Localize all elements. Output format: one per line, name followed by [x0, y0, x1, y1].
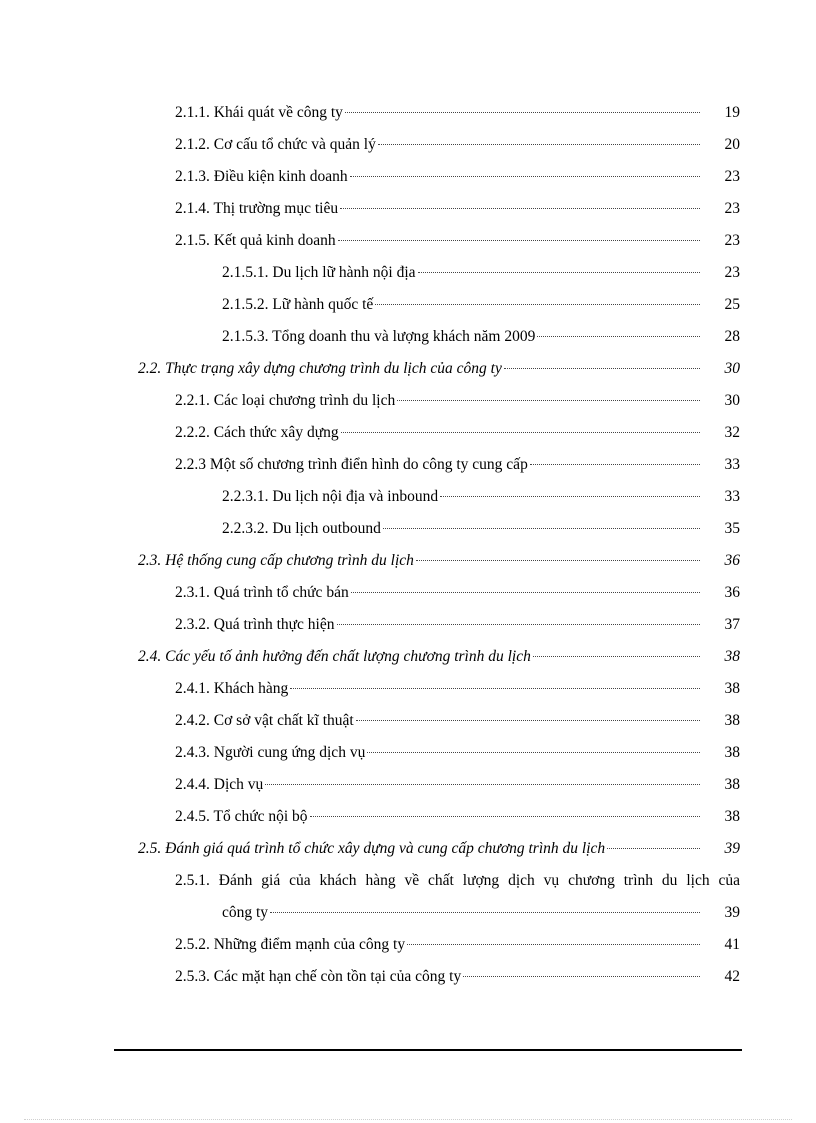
toc-entry[interactable] [0, 865, 816, 897]
table-of-contents [0, 97, 816, 993]
dot-leader [378, 143, 700, 145]
toc-entry-title: 2.2. Thực trạng xây dựng chương trình du lịch của công ty [138, 360, 502, 377]
toc-entry-title: 2.3. Hệ thống cung cấp chương trình du lịch [138, 552, 414, 569]
dot-leader [337, 623, 701, 625]
toc-page-number: 36 [724, 584, 740, 601]
toc-page-number: 39 [724, 904, 740, 921]
dot-leader [537, 335, 700, 337]
toc-page-number: 38 [724, 648, 740, 665]
toc-entry[interactable] [0, 449, 816, 481]
toc-page-number: 38 [724, 712, 740, 729]
toc-entry-title: 2.4.5. Tổ chức nội bộ [175, 808, 308, 825]
dot-leader [350, 175, 700, 177]
toc-page-number: 30 [724, 392, 740, 409]
toc-entry-title: 2.4.1. Khách hàng [175, 680, 289, 697]
toc-page-number: 28 [724, 328, 740, 345]
toc-entry-title: 2.3.1. Quá trình tổ chức bán [175, 584, 349, 601]
toc-entry[interactable] [0, 193, 816, 225]
dot-leader [356, 719, 700, 721]
toc-entry-title: 2.5.2. Những điểm mạnh của công ty [175, 936, 406, 953]
toc-entry[interactable] [0, 897, 816, 929]
toc-entry[interactable] [0, 705, 816, 737]
dot-leader [418, 271, 700, 273]
toc-entry[interactable] [0, 289, 816, 321]
toc-entry[interactable] [0, 385, 816, 417]
toc-entry-title: 2.1.1. Khái quát về công ty [175, 104, 343, 121]
toc-page-number: 41 [724, 936, 740, 953]
toc-page-number: 33 [724, 488, 740, 505]
toc-entry[interactable] [0, 97, 816, 129]
toc-page-number: 39 [724, 840, 740, 857]
toc-entry[interactable] [0, 961, 816, 993]
toc-entry-title: 2.5. Đánh giá quá trình tổ chức xây dựng và cung cấp chương trình du lịch [138, 840, 606, 857]
toc-page-number: 38 [724, 808, 740, 825]
toc-entry[interactable] [0, 737, 816, 769]
dot-leader [533, 655, 700, 657]
toc-entry[interactable] [0, 225, 816, 257]
toc-entry-title: 2.1.5.1. Du lịch lữ hành nội địa [222, 264, 416, 281]
toc-entry-title: 2.5.1. Đánh giá của khách hàng về chất lượng dịch vụ chương trình du lịch của [175, 872, 740, 889]
toc-page-number: 19 [724, 104, 740, 121]
toc-page-number: 38 [724, 776, 740, 793]
dot-leader [338, 239, 700, 241]
toc-entry[interactable] [0, 481, 816, 513]
toc-entry[interactable] [0, 577, 816, 609]
dot-leader [607, 847, 700, 849]
dot-leader [341, 431, 700, 433]
dot-leader [351, 591, 700, 593]
toc-page-number: 23 [724, 232, 740, 249]
toc-entry-title: 2.1.5.2. Lữ hành quốc tế [222, 296, 374, 313]
toc-entry[interactable] [0, 801, 816, 833]
toc-page-number: 23 [724, 200, 740, 217]
toc-page-number: 37 [724, 616, 740, 633]
toc-entry-title: 2.1.5. Kết quả kinh doanh [175, 232, 336, 249]
toc-entry-title: 2.4. Các yếu tố ảnh hưởng đến chất lượng chương trình du lịch [138, 648, 531, 665]
toc-entry-title: 2.4.4. Dịch vụ [175, 776, 264, 793]
toc-entry[interactable] [0, 641, 816, 673]
dot-leader [367, 751, 700, 753]
toc-entry-title: 2.1.2. Cơ cấu tổ chức và quản lý [175, 136, 376, 153]
toc-entry[interactable] [0, 769, 816, 801]
toc-page-number: 23 [724, 264, 740, 281]
toc-entry[interactable] [0, 321, 816, 353]
toc-page-number: 38 [724, 680, 740, 697]
toc-page-number: 20 [724, 136, 740, 153]
toc-entry-title: 2.2.3.2. Du lịch outbound [222, 520, 381, 537]
toc-entry[interactable] [0, 353, 816, 385]
toc-entry-title: 2.3.2. Quá trình thực hiện [175, 616, 335, 633]
toc-entry-title: 2.1.5.3. Tổng doanh thu và lượng khách năm 2009 [222, 328, 536, 345]
toc-entry[interactable] [0, 417, 816, 449]
toc-entry-title: 2.1.3. Điều kiện kinh doanh [175, 168, 348, 185]
toc-page-number: 36 [724, 552, 740, 569]
toc-entry-title: 2.2.1. Các loại chương trình du lịch [175, 392, 396, 409]
footer-rule [114, 1049, 742, 1051]
toc-entry-title: 2.4.3. Người cung ứng dịch vụ [175, 744, 366, 761]
dot-leader [290, 687, 700, 689]
toc-entry[interactable] [0, 161, 816, 193]
toc-entry-title: 2.5.3. Các mặt hạn chế còn tồn tại của công ty [175, 968, 462, 985]
toc-page-number: 25 [724, 296, 740, 313]
dot-leader [265, 783, 700, 785]
toc-page-number: 38 [724, 744, 740, 761]
dot-leader [345, 111, 700, 113]
toc-entry-title: công ty [222, 904, 269, 921]
dot-leader [416, 559, 700, 561]
page-edge [24, 1119, 792, 1120]
toc-entry[interactable] [0, 929, 816, 961]
dot-leader [397, 399, 700, 401]
toc-page-number: 23 [724, 168, 740, 185]
toc-entry[interactable] [0, 609, 816, 641]
toc-entry-title: 2.4.2. Cơ sở vật chất kĩ thuật [175, 712, 354, 729]
toc-entry-title: 2.2.3 Một số chương trình điển hình do công ty cung cấp [175, 456, 528, 473]
toc-entry[interactable] [0, 833, 816, 865]
toc-entry[interactable] [0, 257, 816, 289]
toc-entry[interactable] [0, 545, 816, 577]
toc-page-number: 30 [724, 360, 740, 377]
dot-leader [270, 911, 700, 913]
dot-leader [383, 527, 700, 529]
toc-page-number: 35 [724, 520, 740, 537]
toc-page-number: 33 [724, 456, 740, 473]
toc-entry[interactable] [0, 513, 816, 545]
dot-leader [340, 207, 700, 209]
toc-entry-title: 2.2.3.1. Du lịch nội địa và inbound [222, 488, 439, 505]
dot-leader [504, 367, 700, 369]
toc-page-number: 32 [724, 424, 740, 441]
dot-leader [407, 943, 700, 945]
dot-leader [375, 303, 700, 305]
dot-leader [440, 495, 700, 497]
toc-page-number: 42 [724, 968, 740, 985]
dot-leader [530, 463, 700, 465]
toc-entry-title: 2.2.2. Cách thức xây dựng [175, 424, 339, 441]
dot-leader [463, 975, 700, 977]
dot-leader [310, 815, 700, 817]
toc-entry[interactable] [0, 129, 816, 161]
toc-entry[interactable] [0, 673, 816, 705]
toc-entry-title: 2.1.4. Thị trường mục tiêu [175, 200, 339, 217]
